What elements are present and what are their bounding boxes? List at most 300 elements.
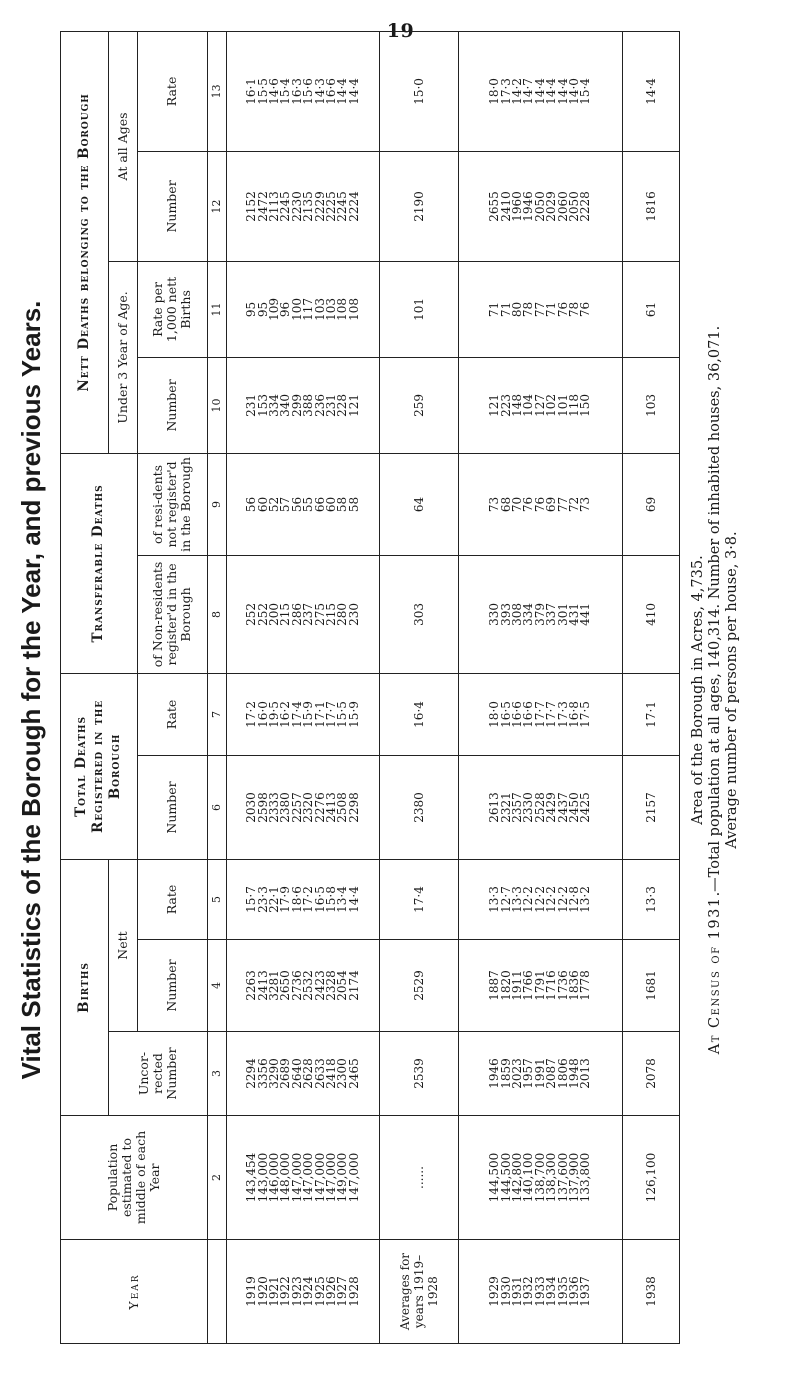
value-births-uncorrected: 2633 [312, 1058, 327, 1089]
value-under3-number: 101 [555, 393, 570, 417]
value-under3-rate: 108 [335, 297, 350, 321]
cell-population: 126,100 [623, 1116, 680, 1240]
value-years: 1936 [567, 1276, 582, 1307]
value-births-uncorrected: 2689 [278, 1058, 293, 1089]
average-note: Average number of persons per house, 3·8. [724, 531, 740, 849]
cell-births-uncorrected: 2078 [623, 1032, 680, 1116]
value-deaths-number: 2320 [301, 792, 316, 823]
value-non-residents: 252 [255, 603, 270, 626]
value-under3-number: 223 [498, 393, 513, 417]
value-residents: 60 [255, 496, 270, 513]
value-births-rate: 12·2 [532, 886, 547, 913]
cell-deaths-number [227, 755, 380, 859]
value-births-uncorrected: 2628 [301, 1058, 316, 1089]
value-years: 1919 [244, 1276, 259, 1307]
value-deaths-number: 2298 [346, 792, 361, 823]
value-non-residents: 275 [312, 603, 327, 626]
value-population: 149,000 [335, 1152, 350, 1203]
value-residents: 66 [312, 496, 327, 513]
value-residents: 57 [278, 496, 293, 513]
value-deaths-number: 2528 [532, 792, 547, 823]
cell-births-nett [227, 940, 380, 1032]
value-under3-number: 228 [335, 393, 350, 417]
col-number: 11 [207, 261, 227, 357]
cell-deaths-rate [227, 673, 380, 755]
value-deaths-rate: 17·4 [289, 701, 304, 728]
value-births-nett: 1911 [510, 970, 525, 1001]
area-note: Area of the Borough in Acres, 4,735. [690, 555, 706, 825]
value-births-uncorrected: 2465 [346, 1058, 361, 1089]
header-births-rate: Rate [137, 859, 207, 939]
value-residents: 72 [567, 496, 582, 513]
value-births-nett: 1736 [555, 970, 570, 1001]
value-all-ages-rate: 14·2 [510, 78, 525, 105]
value-all-ages-rate: 14·3 [312, 78, 327, 105]
cell-under3-number [227, 357, 380, 453]
value-population: 138,300 [544, 1152, 559, 1203]
value-all-ages-number: 2230 [289, 191, 304, 222]
value-deaths-rate: 15·9 [301, 701, 316, 728]
value-under3-number: 340 [278, 393, 293, 417]
value-births-rate: 17·9 [278, 886, 293, 913]
value-deaths-number: 2413 [324, 792, 339, 823]
value-births-nett: 1716 [544, 970, 559, 1001]
cell-deaths-rate: 16·4 [380, 673, 459, 755]
value-deaths-rate: 18·0 [487, 701, 502, 728]
value-deaths-rate: 17·7 [532, 701, 547, 728]
col-number: 7 [207, 673, 227, 755]
page-number: 19 [386, 20, 415, 42]
value-residents: 60 [324, 496, 339, 513]
header-nett-deaths: Nett Deaths belonging to the Borough [61, 31, 109, 453]
value-births-uncorrected: 1806 [555, 1058, 570, 1089]
value-non-residents: 330 [487, 603, 502, 626]
cell-population: ...... [380, 1116, 459, 1240]
value-all-ages-rate: 14·7 [521, 78, 536, 105]
header-uncorrected-number: Uncor-rected Number [109, 1032, 207, 1116]
value-births-rate: 16·5 [312, 886, 327, 913]
value-under3-number: 299 [289, 393, 304, 417]
value-deaths-rate: 17·7 [544, 701, 559, 728]
cell-all-ages-rate [459, 31, 623, 151]
value-non-residents: 441 [578, 603, 593, 626]
header-births-number: Number [137, 940, 207, 1032]
value-births-nett: 2174 [346, 970, 361, 1001]
value-under3-number: 153 [255, 393, 270, 417]
value-under3-rate: 77 [532, 301, 547, 318]
value-births-uncorrected: 2087 [544, 1058, 559, 1089]
cell-residents [459, 453, 623, 555]
value-non-residents: 393 [498, 603, 513, 626]
value-births-uncorrected: 2300 [335, 1058, 350, 1089]
value-births-uncorrected: 2013 [578, 1058, 593, 1089]
value-all-ages-number: 1960 [510, 191, 525, 222]
value-under3-rate: 71 [498, 301, 513, 318]
value-deaths-rate: 17·1 [312, 701, 327, 728]
value-all-ages-number: 2655 [487, 191, 502, 222]
col-number: 4 [207, 940, 227, 1032]
value-deaths-rate: 17·3 [555, 701, 570, 728]
cell-non-residents: 303 [380, 555, 459, 673]
value-all-ages-rate: 14·4 [346, 78, 361, 105]
value-births-nett: 1820 [498, 970, 513, 1001]
value-births-rate: 12·2 [521, 886, 536, 913]
cell-non-residents [459, 555, 623, 673]
value-residents: 58 [346, 496, 361, 513]
value-all-ages-rate: 17·3 [498, 78, 513, 105]
value-population: 147,000 [324, 1152, 339, 1203]
cell-all-ages-number: 1816 [623, 151, 680, 261]
header-births: Births [61, 859, 109, 1115]
value-non-residents: 286 [289, 603, 304, 626]
column-number-row [207, 31, 227, 1343]
value-all-ages-number: 2029 [544, 191, 559, 222]
value-births-uncorrected: 1859 [498, 1058, 513, 1089]
value-births-uncorrected: 2294 [244, 1058, 259, 1089]
value-under3-number: 102 [544, 393, 559, 417]
value-all-ages-number: 2410 [498, 191, 513, 222]
value-all-ages-rate: 15·4 [278, 78, 293, 105]
value-non-residents: 301 [555, 603, 570, 626]
value-deaths-number: 2357 [510, 792, 525, 823]
value-all-ages-number: 2224 [346, 191, 361, 222]
value-under3-rate: 95 [255, 301, 270, 318]
cell-residents: 69 [623, 453, 680, 555]
value-all-ages-number: 2229 [312, 191, 327, 222]
value-under3-rate: 108 [346, 297, 361, 321]
value-deaths-rate: 15·9 [346, 701, 361, 728]
cell-deaths-rate [459, 673, 623, 755]
value-non-residents: 215 [324, 603, 339, 626]
cell-residents: 64 [380, 453, 459, 555]
value-deaths-rate: 16·0 [255, 701, 270, 728]
value-years: 1934 [544, 1276, 559, 1307]
cell-under3-number: 259 [380, 357, 459, 453]
value-deaths-rate: 16·5 [498, 701, 513, 728]
cell-under3-rate: 101 [380, 261, 459, 357]
value-residents: 68 [498, 496, 513, 513]
value-years: 1930 [498, 1276, 513, 1307]
value-non-residents: 337 [544, 603, 559, 626]
value-non-residents: 280 [335, 603, 350, 626]
value-all-ages-rate: 14·4 [532, 78, 547, 105]
value-births-nett: 1887 [487, 970, 502, 1001]
value-under3-number: 148 [510, 393, 525, 417]
value-residents: 52 [267, 496, 282, 513]
col-number: 9 [207, 453, 227, 555]
value-residents: 76 [532, 496, 547, 513]
value-under3-rate: 71 [487, 301, 502, 318]
value-under3-number: 127 [532, 393, 547, 417]
value-population: 137,900 [567, 1152, 582, 1203]
value-population: 138,700 [532, 1152, 547, 1203]
value-births-rate: 15·8 [324, 886, 339, 913]
value-years: 1932 [521, 1276, 536, 1307]
value-all-ages-rate: 14·4 [335, 78, 350, 105]
value-under3-number: 104 [521, 393, 536, 417]
value-years: 1927 [335, 1276, 350, 1307]
value-births-uncorrected: 1957 [521, 1058, 536, 1089]
value-births-rate: 13·2 [578, 886, 593, 913]
value-non-residents: 215 [278, 603, 293, 626]
value-all-ages-rate: 14·6 [267, 78, 282, 105]
value-all-ages-number: 2060 [555, 191, 570, 222]
value-residents: 73 [487, 496, 502, 513]
value-non-residents: 200 [267, 603, 282, 626]
cell-under3-rate: 61 [623, 261, 680, 357]
col-number: 13 [207, 31, 227, 151]
value-deaths-number: 2425 [578, 792, 593, 823]
value-births-uncorrected: 2418 [324, 1058, 339, 1089]
value-years: 1935 [555, 1276, 570, 1307]
value-deaths-rate: 17·7 [324, 701, 339, 728]
value-deaths-number: 2330 [521, 792, 536, 823]
cell-births-uncorrected [227, 1032, 380, 1116]
value-all-ages-number: 2245 [278, 191, 293, 222]
cell-births-nett: 1681 [623, 940, 680, 1032]
value-all-ages-rate: 14·4 [555, 78, 570, 105]
value-non-residents: 431 [567, 603, 582, 626]
cell-births-rate: 17·4 [380, 859, 459, 939]
value-population: 140,100 [521, 1152, 536, 1203]
cell-births-rate [459, 859, 623, 939]
col-number: 10 [207, 357, 227, 453]
value-under3-rate: 96 [278, 301, 293, 318]
cell-deaths-number: 2157 [623, 755, 680, 859]
value-births-rate: 23·3 [255, 886, 270, 913]
value-births-nett: 2263 [244, 970, 259, 1001]
value-years: 1921 [267, 1276, 282, 1307]
value-all-ages-rate: 18·0 [487, 78, 502, 105]
col-number: 3 [207, 1032, 227, 1116]
header-at-all-ages: At all Ages [109, 31, 137, 261]
value-under3-rate: 78 [521, 301, 536, 318]
value-deaths-rate: 16·8 [567, 701, 582, 728]
value-years: 1933 [532, 1276, 547, 1307]
header-deaths-number: Number [137, 755, 207, 859]
value-deaths-number: 2257 [289, 792, 304, 823]
value-births-rate: 13·3 [487, 886, 502, 913]
year-1938-row [623, 31, 680, 1343]
value-all-ages-rate: 15·4 [578, 78, 593, 105]
cell-all-ages-rate [227, 31, 380, 151]
averages-row [380, 31, 459, 1343]
value-births-nett: 1836 [567, 970, 582, 1001]
value-births-uncorrected: 1991 [532, 1058, 547, 1089]
value-residents: 58 [335, 496, 350, 513]
cell-under3-rate [459, 261, 623, 357]
value-births-nett: 3281 [267, 970, 282, 1001]
value-births-rate: 17·2 [301, 886, 316, 913]
value-population: 144,500 [498, 1152, 513, 1203]
value-all-ages-number: 1946 [521, 191, 536, 222]
value-deaths-number: 2437 [555, 792, 570, 823]
value-years: 1937 [578, 1276, 593, 1307]
value-under3-rate: 109 [267, 297, 282, 321]
header-transferable-deaths: Transferable Deaths [61, 453, 138, 673]
header-non-residents: of Non-residents register'd in the Borough [137, 555, 207, 673]
cell-non-residents: 410 [623, 555, 680, 673]
value-population: 133,800 [578, 1152, 593, 1203]
value-all-ages-rate: 14·4 [544, 78, 559, 105]
value-all-ages-number: 2228 [578, 191, 593, 222]
cell-years [459, 1240, 623, 1344]
value-years: 1925 [312, 1276, 327, 1307]
value-under3-rate: 103 [312, 297, 327, 321]
value-births-rate: 12·2 [555, 886, 570, 913]
value-under3-rate: 76 [555, 301, 570, 318]
value-births-nett: 2650 [278, 970, 293, 1001]
value-residents: 56 [289, 496, 304, 513]
value-all-ages-number: 2152 [244, 191, 259, 222]
header-rate-per-1000: Rate per 1,000 nett Births [137, 261, 207, 357]
cell-births-uncorrected [459, 1032, 623, 1116]
value-under3-rate: 80 [510, 301, 525, 318]
header-nett: Nett [109, 859, 137, 1031]
value-under3-rate: 100 [289, 297, 304, 321]
value-under3-rate: 117 [301, 297, 316, 321]
header-deaths-rate: Rate [137, 673, 207, 755]
cell-label: Averages for years 1919–1928 [380, 1240, 459, 1344]
value-residents: 76 [521, 496, 536, 513]
col-number: 12 [207, 151, 227, 261]
value-years: 1926 [324, 1276, 339, 1307]
cell-years [227, 1240, 380, 1344]
value-births-rate: 12·7 [498, 886, 513, 913]
value-under3-number: 121 [346, 393, 361, 417]
cell-under3-number: 103 [623, 357, 680, 453]
value-non-residents: 230 [346, 603, 361, 626]
cell-births-nett [459, 940, 623, 1032]
value-population: 143,454 [244, 1152, 259, 1203]
value-deaths-number: 2450 [567, 792, 582, 823]
value-births-nett: 2328 [324, 970, 339, 1001]
value-under3-number: 334 [267, 393, 282, 417]
header-residents: of resi-dents not register'd in the Borough [137, 453, 207, 555]
value-all-ages-number: 2050 [567, 191, 582, 222]
cell-year: 1938 [623, 1240, 680, 1344]
value-under3-number: 388 [301, 393, 316, 417]
cell-deaths-number: 2380 [380, 755, 459, 859]
header-all-ages-number: Number [137, 151, 207, 261]
value-births-nett: 2423 [312, 970, 327, 1001]
value-residents: 73 [578, 496, 593, 513]
value-under3-number: 231 [244, 393, 259, 417]
cell-births-rate: 13·3 [623, 859, 680, 939]
value-non-residents: 308 [510, 603, 525, 626]
census-rest: .—Total population at all ages, 140,314. Number of inhabited houses, 36,071. [707, 325, 723, 897]
value-population: 143,000 [255, 1152, 270, 1203]
value-births-rate: 13·4 [335, 886, 350, 913]
years-1929-1937-row [459, 31, 623, 1343]
value-under3-number: 236 [312, 393, 327, 417]
col-number: 2 [207, 1116, 227, 1240]
value-births-nett: 2054 [335, 970, 350, 1001]
value-births-uncorrected: 1946 [487, 1058, 502, 1089]
cell-deaths-rate: 17·1 [623, 673, 680, 755]
cell-births-rate [227, 859, 380, 939]
value-under3-rate: 78 [567, 301, 582, 318]
value-population: 147,000 [346, 1152, 361, 1203]
cell-all-ages-rate: 15·0 [380, 31, 459, 151]
value-all-ages-rate: 16·6 [324, 78, 339, 105]
value-years: 1924 [301, 1276, 316, 1307]
value-under3-rate: 71 [544, 301, 559, 318]
value-all-ages-rate: 14·0 [567, 78, 582, 105]
value-population: 142,800 [510, 1152, 525, 1203]
value-births-nett: 2736 [289, 970, 304, 1001]
value-years: 1931 [510, 1276, 525, 1307]
value-births-uncorrected: 2640 [289, 1058, 304, 1089]
value-deaths-number: 2321 [498, 792, 513, 823]
value-under3-rate: 103 [324, 297, 339, 321]
value-births-rate: 18·6 [289, 886, 304, 913]
value-deaths-rate: 16·6 [521, 701, 536, 728]
header-year: Year [61, 1240, 208, 1344]
value-all-ages-rate: 15·6 [301, 78, 316, 105]
value-births-rate: 12·2 [544, 886, 559, 913]
page-title: Vital Statistics of the Borough for the Year, and previous Years. [16, 300, 46, 1080]
value-non-residents: 252 [244, 603, 259, 626]
col-number: 5 [207, 859, 227, 939]
value-population: 144,500 [487, 1152, 502, 1203]
value-residents: 69 [544, 496, 559, 513]
value-under3-rate: 95 [244, 301, 259, 318]
value-all-ages-number: 2135 [301, 191, 316, 222]
header-under-3-year: Under 3 Year of Age. [109, 261, 137, 453]
col-number: 8 [207, 555, 227, 673]
value-years: 1922 [278, 1276, 293, 1307]
value-all-ages-number: 2225 [324, 191, 339, 222]
value-births-nett: 2532 [301, 970, 316, 1001]
value-years: 1928 [346, 1276, 361, 1307]
value-deaths-rate: 17·2 [244, 701, 259, 728]
cell-residents [227, 453, 380, 555]
value-population: 146,000 [267, 1152, 282, 1203]
value-births-uncorrected: 3290 [267, 1058, 282, 1089]
header-population: Population estimated to middle of each Year [61, 1116, 208, 1240]
value-births-nett: 1791 [532, 970, 547, 1001]
value-all-ages-number: 2113 [267, 191, 282, 222]
vital-statistics-table [60, 31, 680, 1344]
value-births-rate: 12·8 [567, 886, 582, 913]
value-under3-number: 121 [487, 393, 502, 417]
value-residents: 70 [510, 496, 525, 513]
value-deaths-rate: 15·5 [335, 701, 350, 728]
value-non-residents: 334 [521, 603, 536, 626]
value-residents: 77 [555, 496, 570, 513]
cell-non-residents [227, 555, 380, 673]
cell-under3-number [459, 357, 623, 453]
value-population: 147,000 [289, 1152, 304, 1203]
cell-births-nett: 2529 [380, 940, 459, 1032]
value-deaths-number: 2276 [312, 792, 327, 823]
header-under3-number: Number [137, 357, 207, 453]
value-deaths-number: 2508 [335, 792, 350, 823]
value-deaths-rate: 17·5 [578, 701, 593, 728]
cell-population [459, 1116, 623, 1240]
value-births-uncorrected: 3356 [255, 1058, 270, 1089]
value-under3-number: 150 [578, 393, 593, 417]
value-births-nett: 1766 [521, 970, 536, 1001]
value-non-residents: 379 [532, 603, 547, 626]
cell-all-ages-number: 2190 [380, 151, 459, 261]
value-births-nett: 1778 [578, 970, 593, 1001]
value-all-ages-rate: 16·1 [244, 78, 259, 105]
census-note [707, 0, 724, 1380]
col-number [207, 1240, 227, 1344]
value-deaths-number: 2333 [267, 792, 282, 823]
